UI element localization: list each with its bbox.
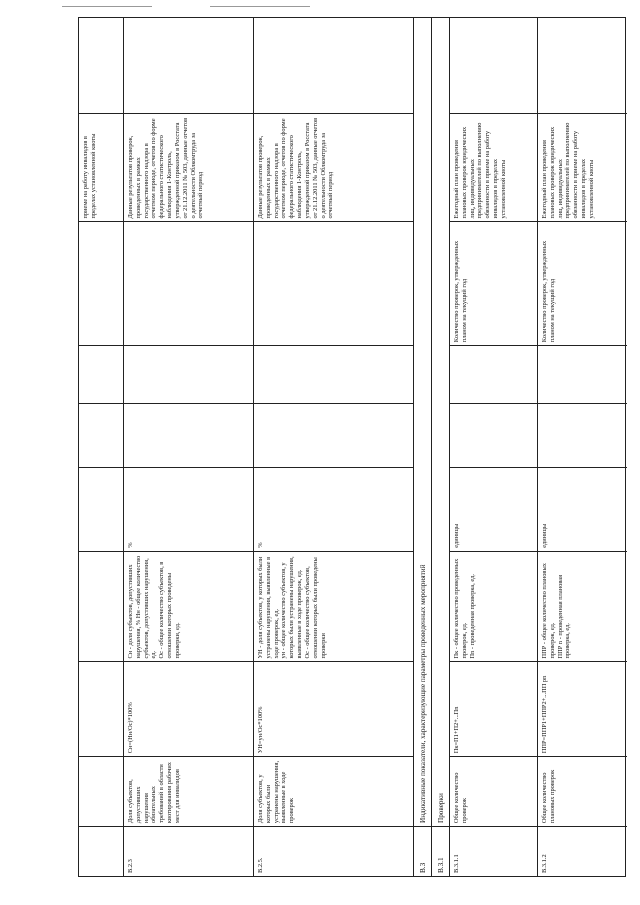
section-code: В.3 [419, 862, 427, 873]
indicator-formula: Пк=П1+П2+...Пn [450, 662, 537, 757]
unit: единицы [450, 468, 537, 552]
target-value: Количество проверок, утвержденных планом на текущий год [538, 223, 627, 347]
indicator-formula: Сн=(Нн/Ос)*100% [124, 662, 253, 757]
row-code: В.2.3 [127, 859, 134, 873]
data-source: Данные результатов проверок, проведенных в рамках государственного надзора в отчетном периоде, отчетов по форме федерального статистического наблюдения 1-Контроль, утвержденной приказом в Росстата от 21.12.2011 № 503, данные отчетов о деятельности Облкомтруда за отчетный период [254, 114, 413, 223]
row-code: В.3.1.2 [541, 854, 548, 873]
table-row [449, 18, 537, 876]
indicator-name: Доля субъектов, допустивших нарушения обязательных требований в области квотирования рабочих мест для инвалидов [124, 757, 253, 827]
data-source: Данные результатов проверок, проведенных в рамках государственного надзора в отчетном периоде, отчетов по форме федерального статистического наблюдения 1-Контроль, утвержденной приказом в Росстата от 21.12.2011 № 503, данные отчетов о деятельности Облкомтруда за отчетный период [124, 114, 253, 223]
unit: % [254, 468, 413, 552]
header-rule-left [62, 6, 152, 7]
row-code: В.3.1.1 [453, 854, 460, 873]
data-source: Ежегодный план проведения плановых проверок юридических лиц, индивидуальных предпринимателей по выполнению обязанности в приеме на работу инвалидов в пределах установленной квоты [538, 114, 627, 223]
formula-comment: Сн - доля субъектов, допустивших нарушения, % Нн - общее количество субъектов, допустивших нарушения, ед. Ос - общее количество субъектов, в отношении которых проведены проверки, ед. [124, 552, 253, 663]
header-rule-right [210, 6, 310, 7]
table-row [537, 18, 627, 876]
table-row [123, 18, 253, 876]
unit: % [124, 468, 253, 552]
section-row [431, 18, 449, 876]
indicators-table [78, 17, 626, 877]
table-row [79, 18, 123, 876]
formula-comment: Пк - общее количество проведенных проверок, ед. Пn - проведенная проверка, ед. [450, 552, 537, 663]
unit: единицы [538, 468, 627, 552]
section-title: Проверки [432, 18, 449, 827]
table-row [253, 18, 413, 876]
indicator-formula: ППР=ППР1+ППР2+...ПП рn [538, 662, 627, 757]
target-value: Количество проверок, утвержденных планом на текущий год [450, 223, 537, 347]
section-row [413, 18, 431, 876]
table-cell: приеме на работу инвалидов в пределах установленной квоты [79, 114, 123, 223]
section-title: Индикативные показатели, характеризующие параметры проведенных мероприятий [414, 18, 431, 827]
indicator-name: Доля субъектов, у которых были устранены нарушения, выявленные в ходе проверок [254, 757, 413, 827]
indicator-name: Общее количество проверок [450, 757, 537, 827]
indicator-formula: УН=ун/Ос*100% [254, 662, 413, 757]
formula-comment: УН - доля субъектов, у которых были устранены нарушения, выявленные в ходе проверок, ед. ун - общее количество субъектов, у которых были устранены нарушения, выявленные в ходе проверок, ед. Ос - общее количество субъектов, отношении которых были проведены проверки [254, 552, 413, 663]
row-code: В.2.5. [257, 857, 264, 873]
indicator-name: Общее количество плановых проверок [538, 757, 627, 827]
section-code: В.3.1 [437, 857, 445, 873]
data-source: Ежегодный план проведения плановых проверок юридических лиц, индивидуальных предпринимателей по выполнению обязанности в приеме на работу инвалидов в пределах установленной квоты [450, 114, 537, 223]
formula-comment: ППР - общее количество плановых проверок, ед. ППР n - проведенная плановая проверка, ед. [538, 552, 627, 663]
